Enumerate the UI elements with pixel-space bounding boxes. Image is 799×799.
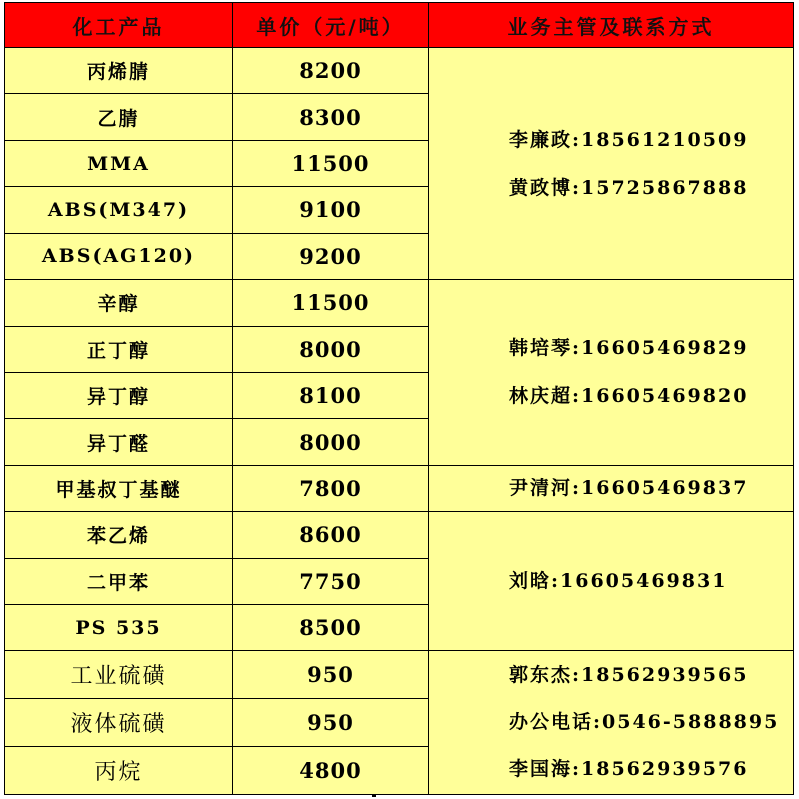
product-price: 8100 (233, 372, 429, 418)
product-price: 8500 (233, 605, 429, 651)
contact-cell (429, 48, 794, 280)
product-name: 异丁醛 (5, 419, 233, 465)
table-row (5, 512, 794, 558)
product-name: 丙烷 (5, 747, 233, 795)
contact-cell (429, 651, 794, 795)
product-price: 11500 (233, 280, 429, 326)
product-name: 工业硫磺 (5, 651, 233, 699)
product-name: 乙腈 (5, 94, 233, 140)
header-contact: 业务主管及联系方式 (429, 3, 794, 48)
product-name: 异丁醇 (5, 372, 233, 418)
product-price: 8000 (233, 326, 429, 372)
product-name: 甲基叔丁基醚 (5, 465, 233, 511)
table-row (5, 48, 794, 94)
contact-line: 郭东杰:18562939565 (509, 664, 749, 687)
contact-line: 林庆超:16605469820 (509, 385, 749, 408)
product-name: ABS(M347) (5, 187, 233, 233)
product-price: 950 (233, 651, 429, 699)
product-name: 辛醇 (5, 280, 233, 326)
product-price: 7750 (233, 558, 429, 604)
contact-cell (429, 512, 794, 651)
product-name: 苯乙烯 (5, 512, 233, 558)
product-name: 液体硫磺 (5, 699, 233, 747)
table-row (5, 465, 794, 511)
contact-line: 李国海:18562939576 (509, 758, 749, 781)
product-price: 9100 (233, 187, 429, 233)
product-name: PS 535 (5, 605, 233, 651)
contact-cell (429, 280, 794, 466)
contact-line: 办公电话:0546-5888895 (509, 711, 780, 734)
product-name: 二甲苯 (5, 558, 233, 604)
header-row (5, 3, 794, 48)
contact-cell (429, 465, 794, 511)
product-price: 4800 (233, 747, 429, 795)
footer-mark (372, 795, 376, 797)
price-table (4, 2, 794, 795)
product-name: 正丁醇 (5, 326, 233, 372)
contact-line: 刘晗:16605469831 (509, 570, 728, 593)
product-name: ABS(AG120) (5, 233, 233, 279)
contact-line: 李廉政:18561210509 (509, 128, 749, 151)
product-price: 950 (233, 699, 429, 747)
table-row (5, 651, 794, 699)
product-price: 8300 (233, 94, 429, 140)
product-price: 8600 (233, 512, 429, 558)
product-name: 丙烯腈 (5, 48, 233, 94)
table-row (5, 280, 794, 326)
product-name: MMA (5, 140, 233, 186)
product-price: 7800 (233, 465, 429, 511)
product-price: 8200 (233, 48, 429, 94)
product-price: 8000 (233, 419, 429, 465)
product-price: 9200 (233, 233, 429, 279)
product-price: 11500 (233, 140, 429, 186)
contact-line: 韩培琴:16605469829 (509, 337, 749, 360)
contact-line: 黄政博:15725867888 (509, 176, 749, 199)
header-product: 化工产品 (5, 3, 233, 48)
contact-line: 尹清河:16605469837 (509, 477, 749, 499)
header-price: 单价（元/吨） (233, 3, 429, 48)
